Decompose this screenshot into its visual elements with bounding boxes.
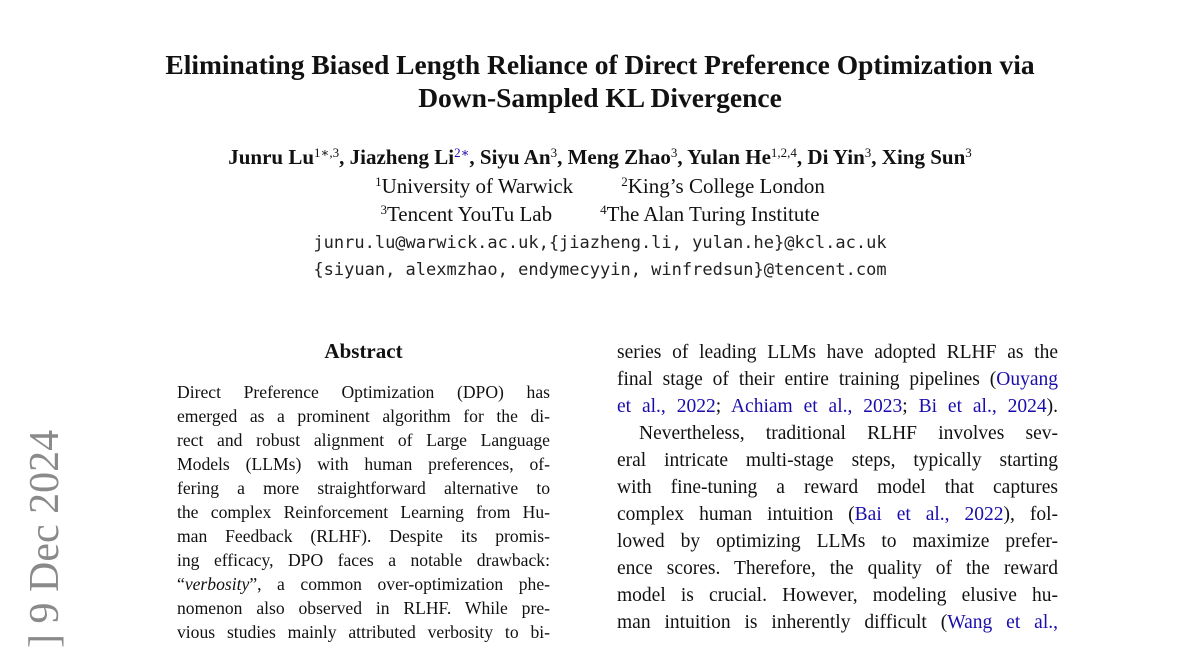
abstract-heading: Abstract xyxy=(324,339,403,363)
citation-link[interactable]: Wang et al., xyxy=(947,612,1058,633)
title-line-2: Down-Sampled KL Divergence xyxy=(418,82,782,113)
affiliation-row-1 xyxy=(100,172,1100,200)
paper-title xyxy=(100,48,1100,114)
arxiv-side-stamp: ] 9 Dec 2024 xyxy=(22,429,68,648)
author-name: Meng Zhao xyxy=(567,145,671,169)
abstract-line: rect and robust alignment of Large Language xyxy=(177,430,550,450)
citation-link[interactable]: Bai et al., 2022 xyxy=(854,504,1004,525)
abstract-line: Models (LLMs) with human preferences, of- xyxy=(177,454,550,474)
author-name: Xing Sun xyxy=(881,145,966,169)
affiliation-name: Tencent YouTu Lab xyxy=(386,202,553,226)
body-line-citations: final stage of their entire training pipelines (Ouyang xyxy=(617,369,1058,390)
abstract-line: ing efficacy, DPO faces a notable drawback: xyxy=(177,550,550,570)
author-name: Di Yin xyxy=(807,145,865,169)
body-line-citations: et al., 2022; Achiam et al., 2023; Bi et al., 2024). xyxy=(617,396,1058,417)
body-line: with fine-tuning a reward model that captures xyxy=(617,477,1058,498)
affiliation-name: The Alan Turing Institute xyxy=(606,202,820,226)
abstract-line: the complex Reinforcement Learning from Hu- xyxy=(177,502,550,522)
author-sup: 3 xyxy=(550,145,558,160)
body-line-citations: complex human intuition (Bai et al., 2022), fol- xyxy=(617,504,1058,525)
author-sup: 3 xyxy=(864,145,872,160)
body-line: ence scores. Therefore, the quality of the reward xyxy=(617,558,1058,579)
body-line: lowed by optimizing LLMs to maximize prefer- xyxy=(617,531,1058,552)
author-sup[interactable]: 2∗ xyxy=(454,145,470,160)
affiliation-row-2 xyxy=(100,200,1100,228)
author-name: Yulan He xyxy=(687,145,771,169)
citation-link[interactable]: Ouyang xyxy=(996,369,1058,390)
citation-link[interactable]: Bi et al., 2024 xyxy=(918,396,1047,417)
abstract-line: Direct Preference Optimization (DPO) has xyxy=(177,382,550,402)
body-line: Nevertheless, traditional RLHF involves sev- xyxy=(639,423,1058,444)
affiliation-name: King’s College London xyxy=(627,174,825,198)
author-name: Siyu An xyxy=(479,145,551,169)
abstract-line: nomenon also observed in RLHF. While pre- xyxy=(177,598,550,618)
author-sup: 1∗,3 xyxy=(314,145,340,160)
author-sup: 3 xyxy=(670,145,678,160)
affiliation-sup: 3 xyxy=(380,202,387,217)
emphasis-verbosity: verbosity xyxy=(184,574,250,594)
abstract-line-verbosity: “verbosity”, a common over-optimization phe- xyxy=(177,574,550,594)
abstract-line: man Feedback (RLHF). Despite its promis- xyxy=(177,526,550,546)
body-line: model is crucial. However, modeling elusive hu- xyxy=(617,585,1058,606)
affiliation-sup: 2 xyxy=(621,174,628,189)
author-sup: 3 xyxy=(965,145,972,160)
abstract-line: fering a more straightforward alternative to xyxy=(177,478,550,498)
body-line: eral intricate multi-stage steps, typically starting xyxy=(617,450,1058,471)
author-name: Junru Lu xyxy=(228,145,315,169)
author-sup: 1,2,4 xyxy=(770,145,797,160)
abstract-line: vious studies mainly attributed verbosity to bi- xyxy=(177,622,550,642)
citation-link[interactable]: et al., 2022 xyxy=(617,396,716,417)
email-line-1[interactable]: junru.lu@warwick.ac.uk,{jiazheng.li, yulan.he}@kcl.ac.uk xyxy=(313,233,887,253)
citation-link[interactable]: Achiam et al., 2023 xyxy=(730,396,903,417)
author-list: Junru $Lu^{1∗,3}$, Jiazheng $Li^{2∗}$, Siyu An$^3$, Meng Zhao$^3$, Yulan He$^{1,2,4}$, Di Yin$^3$, Xing Sun$^3$ xyxy=(228,145,972,169)
body-line-citations: man intuition is inherently difficult (Wang et al., xyxy=(617,612,1058,633)
affiliation-sup: 1 xyxy=(375,174,382,189)
abstract-line: emerged as a prominent algorithm for the di- xyxy=(177,406,550,426)
arxiv-date: 9 Dec 2024 xyxy=(22,429,68,624)
email-line-2[interactable]: {siyuan, alexmzhao, endymecyyin, winfredsun}@tencent.com xyxy=(313,260,887,280)
affiliation-sup: 4 xyxy=(600,202,607,217)
title-line-1: Eliminating Biased Length Reliance of Direct Preference Optimization via xyxy=(165,49,1035,80)
author-name: Jiazheng Li xyxy=(349,145,455,169)
affiliation-name: University of Warwick xyxy=(381,174,574,198)
body-line: series of leading LLMs have adopted RLHF as the xyxy=(617,342,1058,363)
